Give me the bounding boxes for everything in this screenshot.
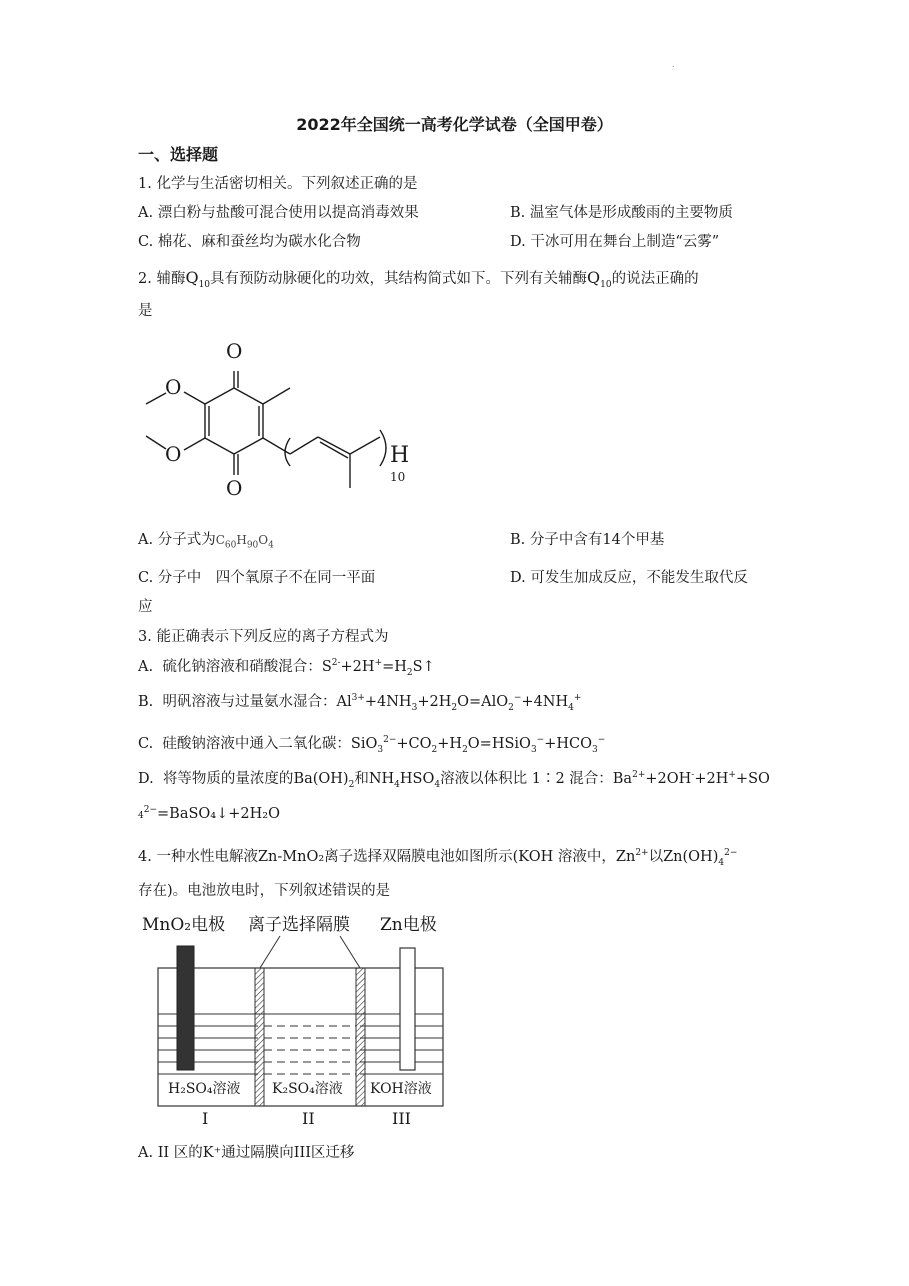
svg-text:10: 10 xyxy=(390,470,406,484)
q4-stem: 4. 一种水性电解液Zn-MnO₂离子选择双隔膜电池如图所示(KOH 溶液中，$Zn^{2+}$以$Zn(OH)_4^{2-}$ xyxy=(138,848,738,868)
q1-option-c: C. 棉花、麻和蚕丝均为碳水化合物 xyxy=(138,234,361,250)
svg-text:Zn电极: Zn电极 xyxy=(380,915,437,935)
q2-stem-cont: 是 xyxy=(138,303,153,319)
svg-text:I: I xyxy=(202,1109,209,1128)
svg-text:K₂SO₄溶液: K₂SO₄溶液 xyxy=(272,1081,343,1097)
membrane-right xyxy=(356,968,365,1106)
svg-text:KOH溶液: KOH溶液 xyxy=(370,1081,432,1097)
q2-option-c: C. 分子中 四个氧原子不在同一平面 xyxy=(138,570,376,586)
svg-text:O: O xyxy=(226,339,243,363)
coenzyme-q10-structure xyxy=(140,338,440,508)
section-title: 一、选择题 xyxy=(138,145,219,164)
svg-text:II: II xyxy=(302,1109,315,1128)
q2-option-b: B. 分子中含有14个甲基 xyxy=(510,532,665,548)
svg-text:H: H xyxy=(390,443,410,468)
exam-title: 2022年全国统一高考化学试卷（全国甲卷） xyxy=(296,115,613,134)
q2-stem: 2. 辅酶$Q_{10}$具有预防动脉硬化的功效，其结构简式如下。下列有关辅酶$Q_{10}$的说法正确的 xyxy=(138,268,699,290)
q2-option-d: D. 可发生加成反应，不能发生取代反 xyxy=(510,570,748,586)
svg-text:H₂SO₄溶液: H₂SO₄溶液 xyxy=(168,1081,241,1097)
mno2-electrode xyxy=(177,946,194,1070)
q3-option-b: B. 明矾溶液与过量氨水湿合：$Al^{3+}+4NH_3+2H_2O=AlO_2^-+4NH_4^+$ xyxy=(138,693,582,713)
header-mark: . xyxy=(672,60,675,69)
q3-option-c: C. 硅酸钠溶液中通入二氧化碳：$SiO_3^{2-}+CO_2+H_2O=HSiO_3^-+HCO_3^-$ xyxy=(138,735,606,755)
q1-option-b: B. 温室气体是形成酸雨的主要物质 xyxy=(510,205,733,221)
q2-option-d-cont: 应 xyxy=(138,599,153,615)
q4-option-a: A. II 区的K⁺通过隔膜向III区迁移 xyxy=(138,1145,355,1161)
svg-text:O: O xyxy=(226,476,243,500)
q3-stem: 3. 能正确表示下列反应的离子方程式为 xyxy=(138,629,389,645)
svg-text:O: O xyxy=(165,375,182,399)
q3-option-a: A. 硫化钠溶液和硝酸混合：$S^{2-}+2H^+=H_2S↑$ xyxy=(138,658,435,678)
q2-option-a: A. 分子式为$C_{60}H_{90}O_4$ xyxy=(138,532,274,551)
battery-diagram xyxy=(140,908,460,1130)
svg-text:O: O xyxy=(165,442,182,466)
q4-stem-cont: 存在)。电池放电时，下列叙述错误的是 xyxy=(138,883,391,899)
svg-text:MnO₂电极: MnO₂电极 xyxy=(142,915,226,935)
q1-option-d: D. 干冰可用在舞台上制造“云雾” xyxy=(510,234,720,250)
q3-option-d: D. 将等物质的量浓度的$Ba(OH)_2$和$NH_4HSO_4$溶液以体积比 1∶2 混合：$Ba^{2+}+2OH^-+2H^++SO$ xyxy=(138,770,770,790)
svg-text:离子选择隔膜: 离子选择隔膜 xyxy=(248,915,350,935)
q1-option-a: A. 漂白粉与盐酸可混合使用以提高消毒效果 xyxy=(138,205,419,221)
q3-option-d-cont: $4^{2-}=BaSO_4↓+2H_2O$ xyxy=(138,805,280,822)
q1-stem: 1. 化学与生活密切相关。下列叙述正确的是 xyxy=(138,176,418,192)
svg-text:III: III xyxy=(392,1109,411,1128)
membrane-left xyxy=(255,968,264,1106)
zn-electrode xyxy=(400,948,415,1070)
